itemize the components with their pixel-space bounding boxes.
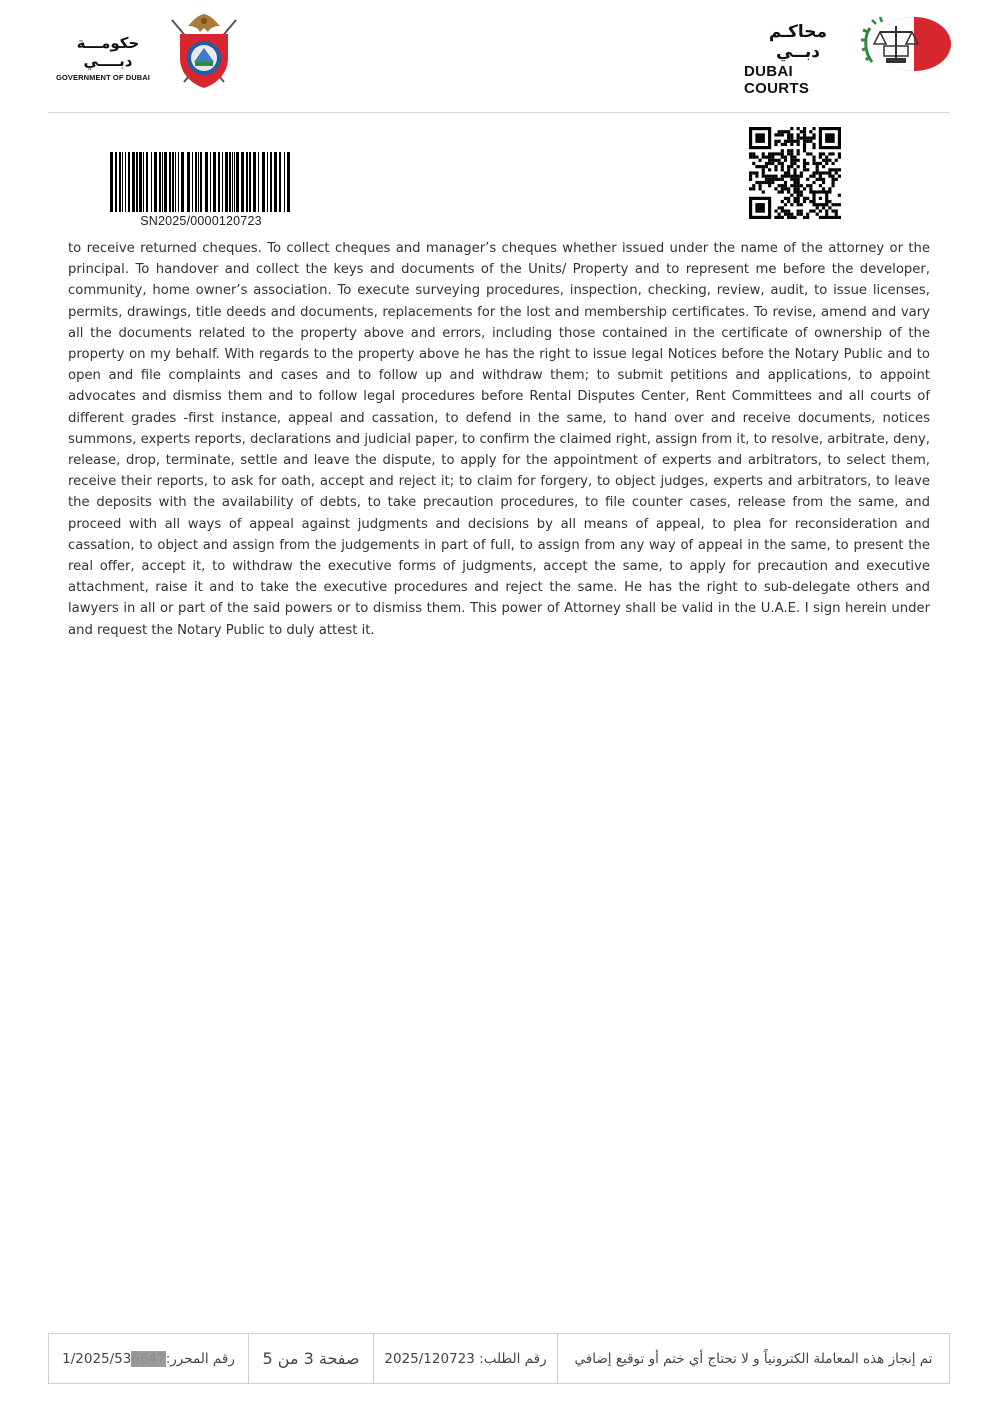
government-of-dubai-logo: [56, 12, 246, 88]
qr-code-icon: [749, 127, 841, 219]
dubai-courts-logo: [744, 14, 954, 97]
request-number-value: 2025/120723: [384, 1350, 475, 1367]
government-logo-text: [56, 34, 164, 82]
page-indicator: صفحة 3 من 5: [249, 1334, 374, 1383]
courts-logo-text: [744, 22, 852, 97]
barcode-number: SN2025/0000120723: [140, 214, 262, 228]
government-logo-english: GOVERNMENT OF DUBAI: [56, 73, 150, 82]
government-logo-arabic: حكومـــة دبــــي: [76, 34, 140, 70]
barcode: [110, 152, 292, 232]
request-number-cell: [374, 1334, 558, 1383]
document-number-cell: [49, 1334, 249, 1383]
courts-logo-english: DUBAI COURTS: [744, 63, 810, 97]
header-divider: [48, 112, 950, 113]
document-number-label: رقم المحرر:: [165, 1350, 235, 1367]
document-header: [0, 0, 1000, 112]
redacted-digits: 6647: [131, 1350, 166, 1367]
request-number-label: رقم الطلب:: [479, 1350, 547, 1367]
document-footer: [48, 1333, 950, 1384]
electronic-transaction-note: تم إنجاز هذه المعاملة الكترونياً و لا تحتاج أي ختم أو توقيع إضافي: [574, 1350, 933, 1367]
barcode-icon: [110, 152, 292, 212]
courts-logo-arabic: محاكـم دبــي: [768, 22, 828, 62]
document-number-value: [62, 1351, 166, 1367]
document-number-prefix: 1/2025/53: [62, 1350, 132, 1367]
power-of-attorney-text: to receive returned cheques. To collect cheques and manager’s cheques whether issued under the name of the attorney or the principal. To handover and collect the keys and documents of the Units/ Property and to represent me before the developer, community, home owner’s association. To execute surveying procedures, inspection, checking, review, audit, to issue licenses, permits, drawings, title deeds and documents, replacements for the lost and membership certificates. To revise, amend and vary all the documents related to the property above and errors, including those contained in the certificate of ownership of the property on my behalf. With regards to the property above he has the right to issue legal Notices before the Notary Public and to open and file complaints and cases and to follow up and withdraw them; to submit petitions and applications, to appoint advocates and dismiss them and to follow legal procedures before Rental Disputes Center, Rent Committees and all courts of different grades -first instance, appeal and cassation, to defend in the same, to hand over and receive documents, notices summons, experts reports, declarations and judicial paper, to confirm the claimed right, assign from it, to resolve, arbitrate, deny, release, drop, terminate, settle and leave the dispute, to apply for the appointment of experts and arbitrators, to select them, receive their reports, to ask for oath, accept and reject it; to claim for forgery, to object judges, experts and arbitrators, to leave the deposits with the availability of debts, to take precaution procedures, to file counter cases, release from the same, and proceed with all ways of appeal against judgments and decisions by all means of appeal, to plea for reconsideration and cassation, to object and assign from the judgements in part of full, to assign from any way of appeal in the same, to present the real offer, accept it, to withdraw the executive forms of judgments, accept the same, to apply for precaution and executive attachment, raise it and to take the executive procedures and reject the same. He has the right to sub-delegate others and lawyers in all or part of the said powers or to dismiss them. This power of Attorney shall be valid in the U.A.E. I sign herein under and request the Notary Public to duly attest it.: [68, 241, 930, 638]
dubai-government-emblem-icon: [166, 12, 242, 88]
dubai-courts-emblem-icon: [856, 14, 952, 74]
